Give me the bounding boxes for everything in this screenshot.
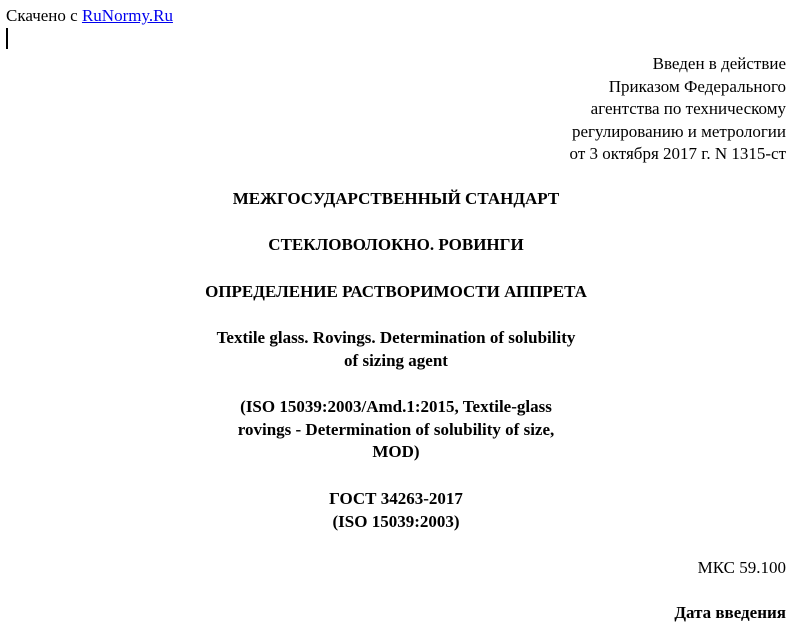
intro-date-label: Дата введения [674,603,786,622]
designation-block [0,488,792,533]
enactment-note [570,53,786,166]
iso-reference-line: rovings - Determination of solubility of size, [237,419,555,439]
title-en-block [0,327,792,372]
enactment-line: от 3 октября 2017 г. N 1315-ст [569,144,786,164]
source-line [6,6,173,26]
iso-reference-block [0,396,792,464]
designation-line: ГОСТ 34263-2017 [329,489,463,508]
subtitle-ru: ОПРЕДЕЛЕНИЕ РАСТВОРИМОСТИ АППРЕТА [205,282,587,301]
enactment-line: регулированию и метрологии [571,121,786,141]
title-en-line: Textile glass. Rovings. Determination of solubility [216,328,576,347]
source-link[interactable]: RuNormy.Ru [81,6,173,25]
iso-reference-line: (ISO 15039:2003/Amd.1:2015, Textile-glass [240,397,552,416]
standard-type-heading [0,188,792,211]
standard-type: МЕЖГОСУДАРСТВЕННЫЙ СТАНДАРТ [232,189,560,208]
title-ru: СТЕКЛОВОЛОКНО. РОВИНГИ [268,235,524,254]
subtitle-ru-heading [0,281,792,304]
enactment-line: Введен в действие [652,54,786,73]
enactment-line: агентства по техническому [590,99,786,119]
mks-code: МКС 59.100 [697,558,786,577]
title-ru-heading [0,234,792,257]
iso-reference-line: MOD) [372,442,420,462]
enactment-line: Приказом Федерального [608,76,786,96]
designation-line: (ISO 15039:2003) [332,511,460,531]
title-en-line: of sizing agent [344,350,448,370]
source-prefix: Скачено с [6,6,82,25]
text-cursor [6,28,8,49]
